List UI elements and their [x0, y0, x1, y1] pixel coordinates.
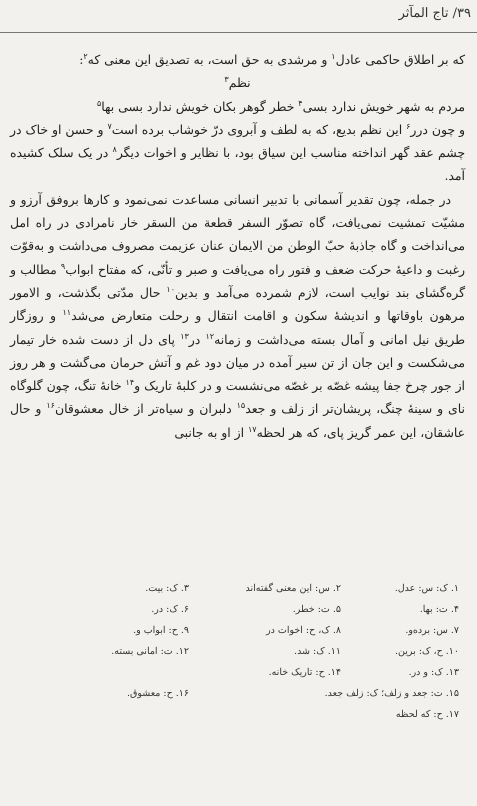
header-rule — [0, 32, 477, 33]
verse-heading: نظم$^۳$ — [224, 75, 251, 91]
footnote: ۷. س: برده‌و. — [405, 625, 459, 636]
footnote-row — [10, 641, 459, 662]
paragraph-2: و چون درر$^۶$ این نظم بدیع، که به لطف و آبروی درّ خوشاب برده است$^۷$ و حسن او خاک در چشم عقد گهر انداخته مناسب این سیاق بود، با نظایر و اخوات دیگر$^۸$ در یک سلک کشیده آمد. — [10, 121, 466, 184]
paragraph-1: که بر اطلاق حاکمی عادل$^۱$ و مرشدی به حق است، به تصدیق این معنی که$^۲$: — [79, 51, 465, 67]
footnote: ۸. ک، ح: اخوات در — [266, 625, 341, 636]
footnote-row — [10, 620, 459, 641]
footnote: ۲. س: این معنی گفته‌اند — [245, 583, 341, 594]
footnotes — [10, 578, 459, 725]
footnote-row — [10, 683, 459, 704]
footnote-row — [10, 662, 459, 683]
footnote: ۱. ک: س: عدل. — [394, 583, 459, 594]
footnote-ref: ۲ — [83, 51, 88, 61]
footnote: ۹. ح: ابواب و. — [133, 625, 189, 636]
footnote: ۱۷. ح: که لحظه — [395, 709, 459, 720]
main-text — [10, 48, 465, 444]
footnote: ۵. ت: خطر. — [292, 604, 341, 615]
footnote: ۱۲. ت: امانی بسته. — [111, 646, 189, 657]
footnote: ۱۶. ح: معشوق. — [126, 688, 189, 699]
footnote: ۶. ک: در. — [151, 604, 189, 615]
footnote: ۱۳. ک: و در. — [408, 667, 459, 678]
footnote: ۱۰. ح، ک: برین. — [395, 646, 459, 657]
running-head: ۳۹/ تاج المآثر — [398, 6, 471, 21]
footnote-row — [10, 599, 459, 620]
footnote: ۱۴. ح: تاریک خانه. — [268, 667, 341, 678]
verse-line: مردم به شهر خویش ندارد بسی$^۴$ خطر گوهر بکان خویش ندارد بسی بها$^۵$ — [96, 98, 465, 114]
footnote: ۳. ک: بیت. — [145, 583, 189, 594]
footnote-row — [10, 578, 459, 599]
footnote-ref: ۱ — [331, 51, 336, 61]
paragraph-3: در جمله، چون تقدیر آسمانی با تدبیر انسانی مساعدت نمی‌نمود و کارها بروفق آرزو و مشیّت تمشیت نمی‌یافت، گاه تصوّر السفر قطعة من السقر خار نامرادی در راه امل می‌انداخت و گاه جاذبهٔ حبّ الوطن من الایمان عنان عزیمت مصروف می‌داشت و به‌قوّت رغبت و داعیهٔ حرکت ضعف و فتور راه می‌یافت و صبر و تأنّی، که مفتاح ابواب$^۹$ مطالب و گره‌گشای بند نوایب است، لازم شمرده می‌آمد و بدین$^{۱۰}$ حال مدّتی بگذشت، و الامور مرهون باوقاتها و اندیشهٔ سکون و اقامت انتقال و رحلت متعارض می‌شد$^{۱۱}$ و روزگار طریق نیل امانی و آمال بسته می‌داشت و زمانه$^{۱۲}$ در$^{۱۳}$ پای دل از دست شده خار تیمار می‌شکست و این جان از تن سیر آمده در میان دود غم و آتش حرمان می‌گشت و هر روز از جور چرخ جفا پیشه غصّه بر غصّه می‌نشست و در کلبهٔ تاریک و$^{۱۴}$ خانهٔ تنگ، چون گلوگاه نای و سینهٔ چنگ، پریشان‌تر از زلف و جعد$^{۱۵}$ دلبران و سیاه‌تر از خال معشوقان$^{۱۶}$ و حال عاشقان، این عمر گریز پای، که هر لحظه$^{۱۷}$ از او به جانبی — [10, 191, 466, 440]
footnote — [10, 662, 189, 683]
footnote: ۱۱. ک: شد. — [294, 646, 341, 657]
footnote: ۱۵. ت: جعد و زلف؛ ک: زلف جعد. — [324, 688, 459, 699]
footnote-row — [10, 704, 459, 725]
footnote: ۴. ت: بها. — [419, 604, 459, 615]
